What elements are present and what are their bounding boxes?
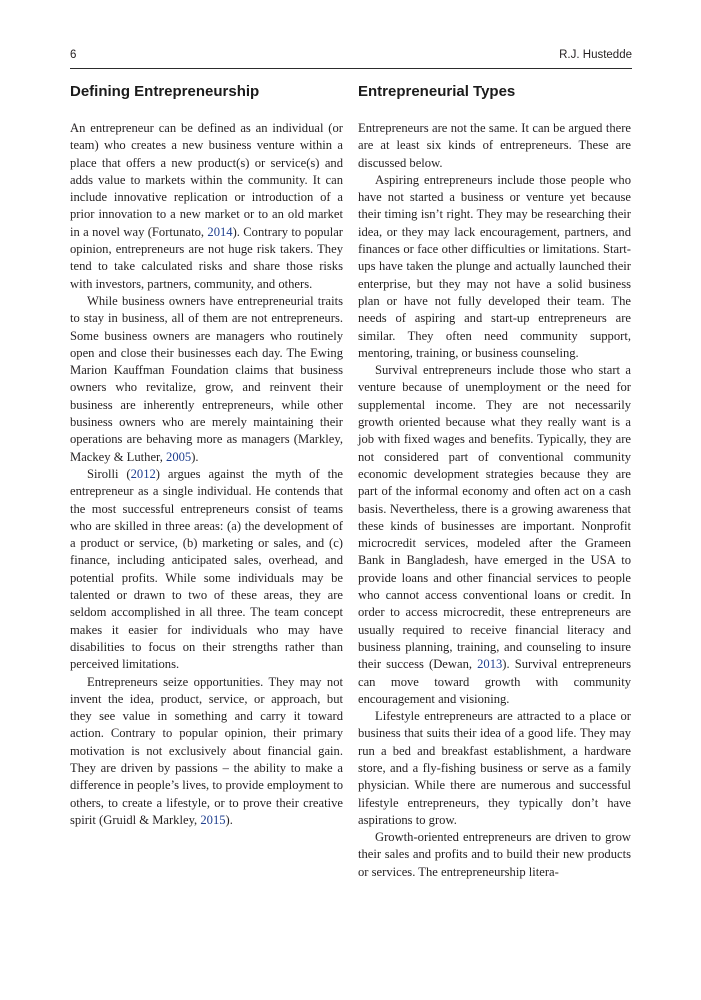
paragraph-text: Entrepreneurs seize opportunities. They may not invent the idea, product, service, or approach, but they see value in something and carry it toward action. Contrary to popular opinion, their primary motivation is not exclusively about financial gain. They are driven by passions – the ability to make a difference in people’s lives, to provide employment to others, to create a lifestyle, or to prove their creative spirit (Gruidl & Markley, [70, 674, 347, 827]
paragraph-text: While business owners have entrepreneurial traits to stay in business, all of them are not entrepreneurs. Some business owners are managers who routinely open and close their businesses each day. The Ewing Marion Kauffman Foundation claims that business owners who revitalize, grow, and reinvent their business are inherently entrepreneurs, while other business owners who are merely maintaining their operations are behaving more as managers (Markley, Mackey & Luther, [70, 293, 347, 464]
paragraph: Growth-oriented entrepreneurs are driven to grow their sales and profits and to build their new products or services. The entrepreneurship litera- [358, 830, 631, 879]
paragraph-text: ) argues against the myth of the entrepreneur as a single individual. He contends that the most successful entrepreneurs consist of teams who are skilled in three areas: (a) the development of a product or service, (b) marketing or sales, and (c) finance, including anticipated sales, overhead, and potential profits. While some individuals may be talented or drawn to two of these areas, they are seldom accomplished in all three. The team concept makes it easier for individuals who may have disabilities to focus on their strengths rather than perceived limitations. [70, 466, 347, 672]
header-rule [70, 68, 632, 69]
paragraph-text: Survival entrepreneurs include those who start a venture because of unemployment or the need for supplemental income. They are not necessarily growth oriented because what they really want is a job with fixed wages and benefits. Typically, they are not considered part of conventional community economic development strategies because they are part of the informal economy and often act on a cash basis. Nevertheless, there is a growing awareness that these kinds of businesses are important. Nonprofit microcredit services, modeled after the Grameen Bank in Bangladesh, have emerged in the USA to provide loans and other financial services to people who cannot access conventional loans or credit. In order to access microcredit, these entrepreneurs are usually required to receive financial literacy and business planning, training, and counseling to insure their success (Dewan, [358, 363, 635, 672]
paragraph-text: ). [225, 812, 233, 827]
citation-link[interactable]: 2005 [166, 449, 192, 464]
citation-link[interactable]: 2013 [477, 657, 503, 672]
paragraph-text: ). Survival entrepreneurs can move toward growth with community encouragement and visioning. [358, 657, 635, 706]
paragraph-text: Sirolli ( [87, 466, 131, 481]
citation-link[interactable]: 2012 [130, 466, 156, 481]
paragraph [70, 293, 347, 466]
page-number: 6 [70, 49, 77, 61]
paragraph-text: An entrepreneur can be defined as an individual (or team) who creates a new business venture within a place that offers a new product(s) or service(s) and adds value to markets within the community. It can include innovative replication or introduction of a prior innovation to a new market or to an old market in a novel way (Fortunato, [70, 121, 347, 239]
paragraph: Entrepreneurs are not the same. It can be argued there are at least six kinds of entrepreneurs. These are discussed below. [358, 121, 631, 170]
citation-link[interactable]: 2014 [207, 224, 233, 239]
running-author: R.J. Hustedde [559, 49, 632, 61]
paragraph [70, 120, 347, 293]
paragraph-text: ). Contrary to popular opinion, entrepreneurs are not huge risk takers. They tend to take calculated risks and share those risks with investors, partners, community, and others. [70, 224, 347, 291]
section-heading-entrepreneurial-types: Entrepreneurial Types [358, 83, 516, 100]
paragraph-text: ). [191, 449, 199, 464]
section-heading-defining-entrepreneurship: Defining Entrepreneurship [70, 83, 260, 100]
paragraph [70, 466, 347, 674]
running-header [70, 47, 632, 67]
paragraph [70, 674, 347, 830]
citation-link[interactable]: 2015 [200, 812, 226, 827]
paragraph: Aspiring entrepreneurs include those people who have not started a business or venture yet because their timing isn’t right. They may be researching their idea, or they may lack encouragement, partners, and finances or face other difficulties or limitations. Start-ups have taken the plunge and actually launched their enterprise, but they may not have a solid business plan or have not fully developed their team. The needs of aspiring and start-up entrepreneurs are similar. They often need community support, mentoring, training, or business counseling. [358, 172, 631, 360]
paragraph [358, 362, 635, 708]
right-column [358, 82, 635, 881]
paragraph: Lifestyle entrepreneurs are attracted to a place or business that suits their idea of a good life. They may run a bed and breakfast establishment, a hardware store, and a fly-fishing business or serve as a family physician. While there are numerous and successful lifestyle entrepreneurs, they typically don’t have aspirations to grow. [358, 709, 631, 827]
left-column [70, 82, 347, 829]
